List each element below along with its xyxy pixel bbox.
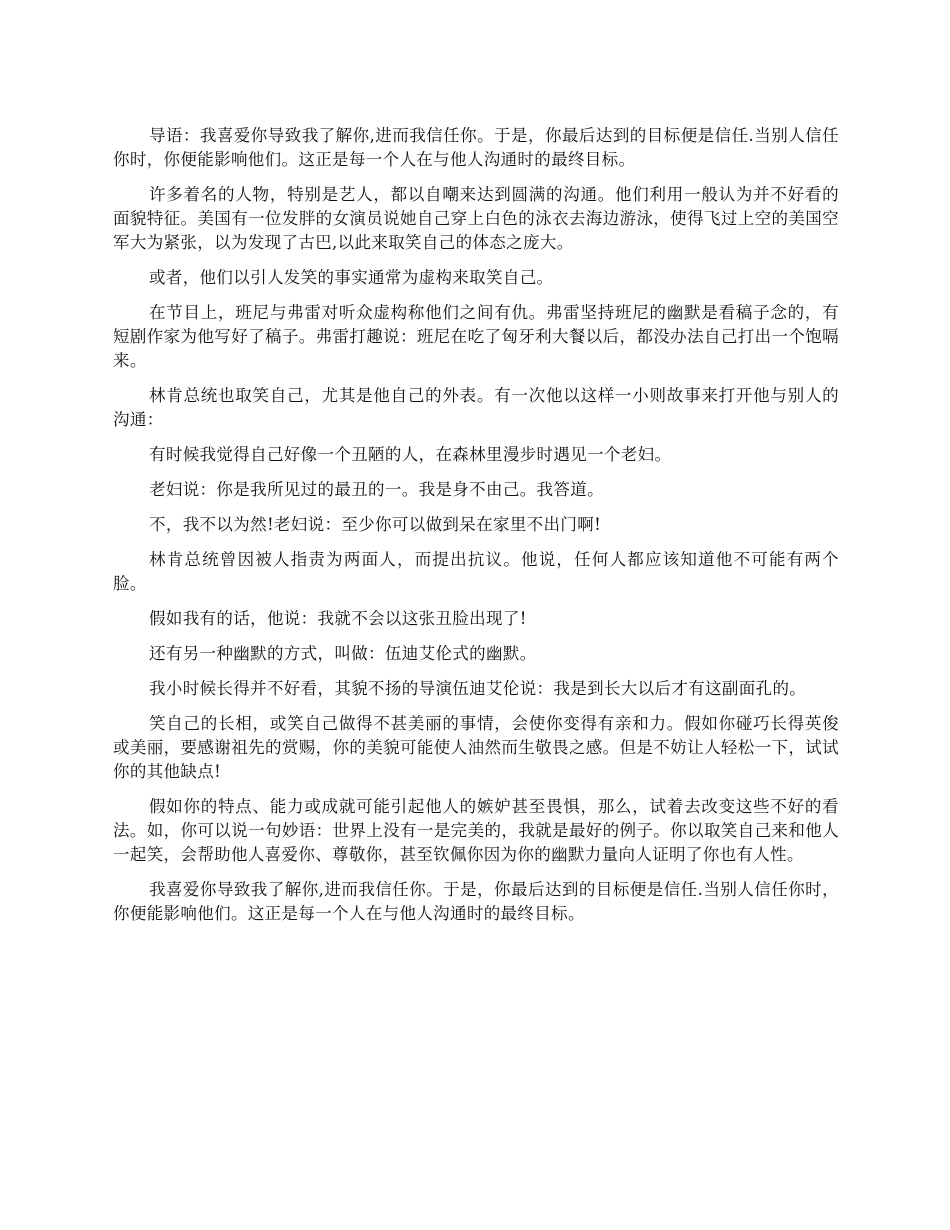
paragraph: 许多着名的人物，特别是艺人，都以自嘲来达到圆满的沟通。他们利用一般认为并不好看的面貌特征。美国有一位发胖的女演员说她自己穿上白色的泳衣去海边游泳，使得飞过上空的美国空军大为紧张，以为发现了古巴,以此来取笑自己的体态之庞大。 bbox=[113, 185, 839, 252]
paragraph: 不，我不以为然!老妇说：至少你可以做到呆在家里不出门啊! bbox=[149, 515, 602, 534]
paragraph: 或者，他们以引人发笑的事实通常为虚构来取笑自己。 bbox=[149, 268, 554, 287]
paragraph: 老妇说：你是我所见过的最丑的一。我是身不由己。我答道。 bbox=[149, 480, 604, 499]
paragraph: 还有另一种幽默的方式，叫做：伍迪艾伦式的幽默。 bbox=[149, 644, 537, 663]
paragraph: 有时候我觉得自己好像一个丑陋的人，在森林里漫步时遇见一个老妇。 bbox=[149, 445, 672, 464]
paragraph: 假如你的特点、能力或成就可能引起他人的嫉妒甚至畏惧，那么，试着去改变这些不好的看法。如，你可以说一句妙语：世界上没有一是完美的，我就是最好的例子。你以取笑自己来和他人一起笑，会帮助他人喜爱你、尊敬你，甚至钦佩你因为你的幽默力量向人证明了你也有人性。 bbox=[113, 797, 839, 864]
paragraph: 笑自己的长相，或笑自己做得不甚美丽的事情，会使你变得有亲和力。假如你碰巧长得英俊或美丽，要感谢祖先的赏赐，你的美貌可能使人油然而生敬畏之感。但是不妨让人轻松一下，试试你的其他缺点! bbox=[113, 714, 839, 781]
paragraph-intro: 导语：我喜爱你导致我了解你,进而我信任你。于是，你最后达到的目标便是信任.当别人信任你时，你便能影响他们。这正是每一个人在与他人沟通时的最终目标。 bbox=[113, 126, 839, 169]
paragraph-conclusion: 我喜爱你导致我了解你,进而我信任你。于是，你最后达到的目标便是信任.当别人信任你时，你便能影响他们。这正是每一个人在与他人沟通时的最终目标。 bbox=[113, 880, 839, 923]
paragraph: 我小时候长得并不好看，其貌不扬的导演伍迪艾伦说：我是到长大以后才有这副面孔的。 bbox=[149, 679, 807, 698]
paragraph: 在节目上，班尼与弗雷对听众虚构称他们之间有仇。弗雷坚持班尼的幽默是看稿子念的，有短剧作家为他写好了稿子。弗雷打趣说：班尼在吃了匈牙利大餐以后，都没办法自己打出一个饱嗝来。 bbox=[113, 303, 839, 370]
paragraph: 假如我有的话，他说：我就不会以这张丑脸出现了! bbox=[149, 609, 527, 628]
document-body bbox=[113, 124, 839, 937]
paragraph: 林肯总统曾因被人指责为两面人，而提出抗议。他说，任何人都应该知道他不可能有两个脸。 bbox=[113, 550, 839, 593]
paragraph: 林肯总统也取笑自己，尤其是他自己的外表。有一次他以这样一小则故事来打开他与别人的沟通： bbox=[113, 386, 839, 429]
